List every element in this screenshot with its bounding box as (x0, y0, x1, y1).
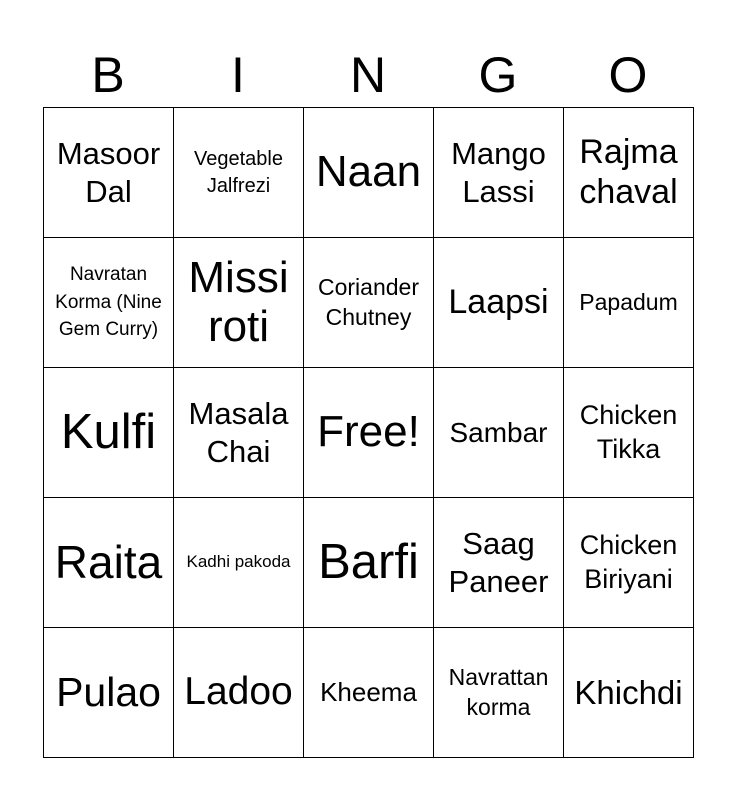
bingo-cell[interactable] (44, 238, 174, 368)
bingo-cell[interactable] (304, 108, 434, 238)
cell-text: Saag Paneer (448, 526, 549, 599)
bingo-cell[interactable] (434, 498, 564, 628)
cell-text: Laapsi (448, 282, 549, 321)
cell-text: Navrattan korma (448, 663, 549, 720)
free-space-cell[interactable] (304, 368, 434, 498)
bingo-cell[interactable] (44, 108, 174, 238)
bingo-cell[interactable] (434, 238, 564, 368)
bingo-cell[interactable] (44, 628, 174, 758)
bingo-cell[interactable] (44, 498, 174, 628)
bingo-cell[interactable] (44, 368, 174, 498)
cell-text: Missi roti (188, 253, 289, 351)
cell-text: Barfi (318, 535, 419, 590)
bingo-cell[interactable] (434, 108, 564, 238)
cell-text: Papadum (579, 288, 678, 315)
bingo-cell[interactable] (434, 368, 564, 498)
cell-text: Masoor Dal (56, 136, 161, 209)
header-letter-i: I (231, 47, 245, 103)
bingo-cell[interactable] (434, 628, 564, 758)
bingo-cell[interactable] (564, 368, 694, 498)
header-letter-b: B (91, 47, 125, 103)
bingo-cell[interactable] (564, 628, 694, 758)
header-letter-o: O (608, 47, 648, 103)
cell-text: Mango Lassi (451, 136, 546, 209)
bingo-cell[interactable] (304, 238, 434, 368)
bingo-cell[interactable] (174, 238, 304, 368)
bingo-cell[interactable] (174, 368, 304, 498)
bingo-cell[interactable] (304, 628, 434, 758)
cell-text: Rajma chaval (579, 133, 678, 211)
cell-text: Sambar (449, 417, 548, 448)
bingo-cell[interactable] (174, 498, 304, 628)
bingo-card-grid (43, 107, 694, 758)
bingo-header (43, 42, 693, 106)
cell-text: Chicken Tikka (579, 399, 678, 464)
cell-text: Free! (317, 407, 420, 457)
cell-text: Kadhi pakoda (186, 552, 291, 572)
cell-text: Raita (54, 536, 163, 589)
cell-text: Ladoo (184, 670, 293, 714)
bingo-cell[interactable] (564, 108, 694, 238)
header-letter-g: G (478, 47, 518, 103)
cell-text: Pulao (56, 668, 161, 715)
cell-text: Khichdi (574, 673, 683, 711)
cell-text: Masala Chai (188, 396, 289, 469)
cell-text: Navratan Korma (Nine Gem Curry) (55, 264, 162, 341)
cell-text: Chicken Biriyani (579, 529, 678, 594)
bingo-cell[interactable] (174, 628, 304, 758)
cell-text: Coriander Chutney (318, 273, 419, 330)
bingo-cell[interactable] (564, 498, 694, 628)
bingo-cell[interactable] (174, 108, 304, 238)
header-letter-n: N (349, 47, 387, 103)
cell-text: Kheema (320, 677, 417, 708)
cell-text: Naan (315, 147, 422, 197)
bingo-cell[interactable] (304, 498, 434, 628)
cell-text: Kulfi (60, 405, 157, 460)
cell-text: Vegetable Jalfrezi (194, 147, 283, 197)
bingo-cell[interactable] (564, 238, 694, 368)
